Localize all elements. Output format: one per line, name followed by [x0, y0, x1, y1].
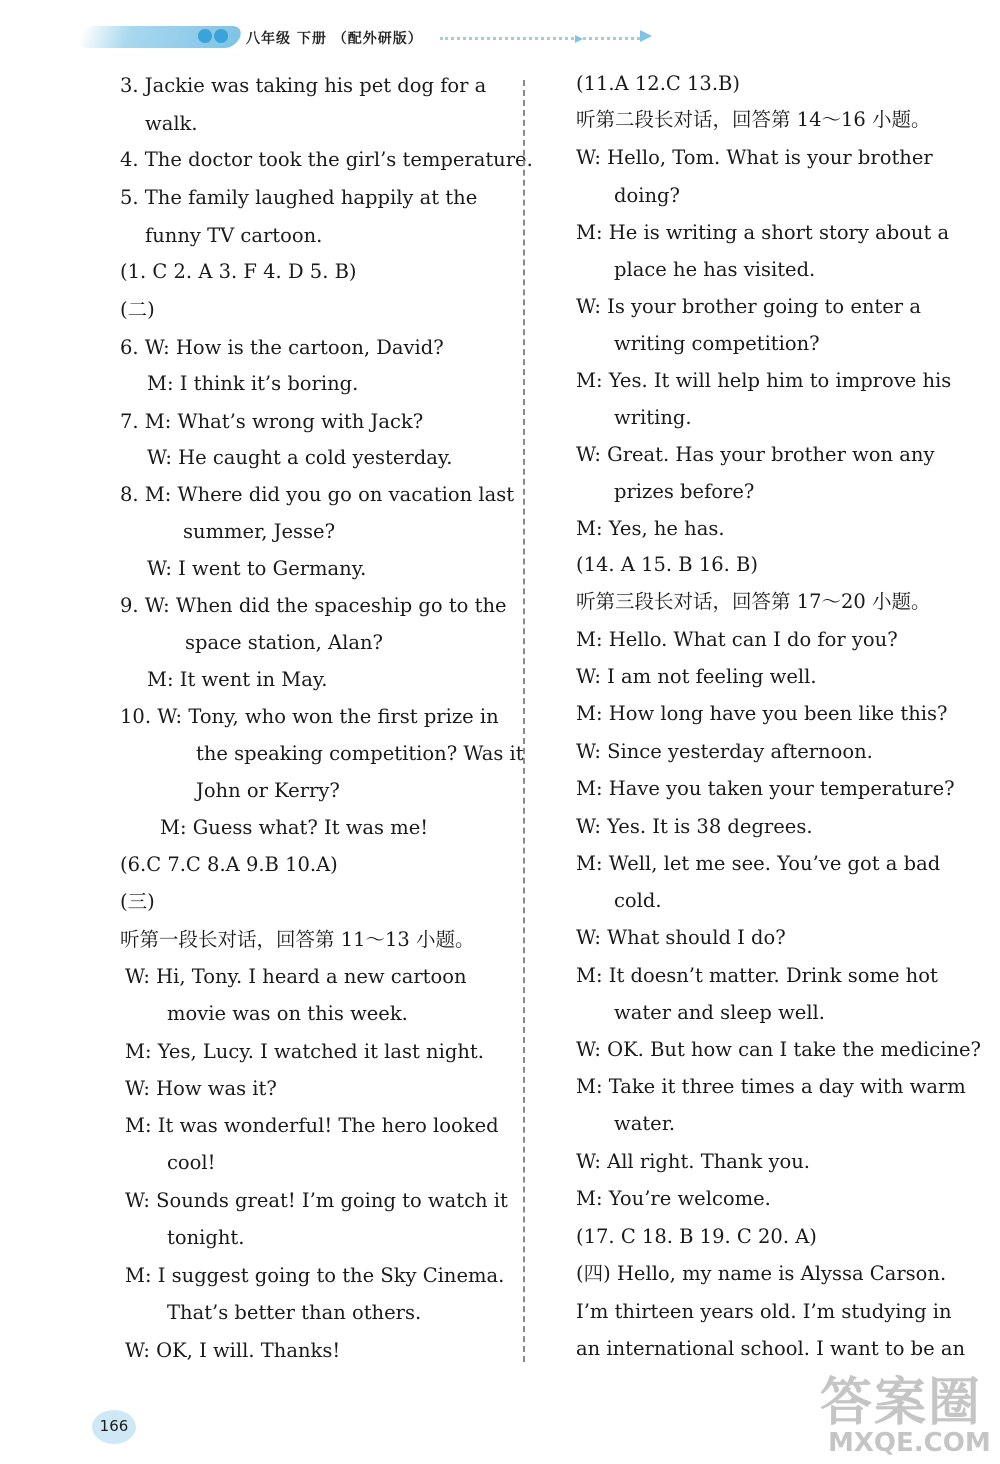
- text-line: W: Hi, Tony. I heard a new cartoon: [125, 965, 467, 988]
- text-line: M: I think it’s boring.: [147, 372, 359, 395]
- text-line: (17. C 18. B 19. C 20. A): [576, 1225, 817, 1248]
- header-arrow-icon: [575, 35, 583, 43]
- text-line: W: Hello, Tom. What is your brother: [576, 146, 933, 169]
- header-title: 八年级 下册 （配外研版）: [246, 31, 423, 47]
- header-arrow-icon: [640, 30, 652, 42]
- text-line: M: It was wonderful! The hero looked: [125, 1114, 499, 1137]
- text-line: I’m thirteen years old. I’m studying in: [576, 1300, 952, 1323]
- text-line: (6.C 7.C 8.A 9.B 10.A): [120, 853, 338, 876]
- text-line: W: Sounds great! I’m going to watch it: [125, 1189, 508, 1212]
- text-line: W: What should I do?: [576, 926, 786, 949]
- header-dotted-line: [440, 37, 640, 40]
- text-line: W: OK, I will. Thanks!: [125, 1339, 341, 1362]
- text-line: M: I suggest going to the Sky Cinema.: [125, 1264, 505, 1287]
- text-line: John or Kerry?: [196, 779, 340, 802]
- watermark: [800, 1360, 990, 1460]
- text-line: the speaking competition? Was it: [196, 742, 524, 765]
- text-line: an international school. I want to be an: [576, 1337, 966, 1360]
- text-line: W: OK. But how can I take the medicine?: [576, 1038, 981, 1061]
- text-line: M: He is writing a short story about a: [576, 221, 950, 244]
- header-dot-icon: [198, 29, 212, 43]
- text-line: M: How long have you been like this?: [576, 702, 948, 725]
- text-line: doing?: [614, 184, 680, 207]
- text-line: W: Yes. It is 38 degrees.: [576, 815, 813, 838]
- text-line: W: I am not feeling well.: [576, 665, 817, 688]
- text-line: (1. C 2. A 3. F 4. D 5. B): [120, 260, 357, 283]
- text-line: W: I went to Germany.: [147, 557, 367, 580]
- text-line: prizes before?: [614, 480, 755, 503]
- text-line: (三): [120, 890, 155, 913]
- text-line: 6. W: How is the cartoon, David?: [120, 336, 444, 359]
- text-line: M: Take it three times a day with warm: [576, 1075, 966, 1098]
- text-line: place he has visited.: [614, 258, 816, 281]
- text-line: summer, Jesse?: [183, 520, 336, 543]
- watermark-url: MXQE.COM: [828, 1428, 991, 1458]
- text-line: water.: [614, 1112, 676, 1135]
- text-line: writing.: [614, 406, 692, 429]
- text-line: tonight.: [167, 1226, 245, 1249]
- text-line: M: Hello. What can I do for you?: [576, 628, 898, 651]
- text-line: W: Great. Has your brother won any: [576, 443, 935, 466]
- column-divider: [523, 80, 525, 1362]
- text-line: M: Yes, he has.: [576, 517, 725, 540]
- text-line: M: You’re welcome.: [576, 1187, 771, 1210]
- text-line: M: Well, let me see. You’ve got a bad: [576, 852, 941, 875]
- text-line: 9. W: When did the spaceship go to the: [120, 594, 507, 617]
- text-line: cool!: [167, 1151, 216, 1174]
- text-line: 听第三段长对话，回答第 17～20 小题。: [576, 590, 931, 613]
- text-line: movie was on this week.: [167, 1002, 408, 1025]
- page-header: [0, 0, 1000, 70]
- text-line: walk.: [145, 112, 198, 135]
- text-line: (14. A 15. B 16. B): [576, 553, 758, 576]
- text-line: W: All right. Thank you.: [576, 1150, 810, 1173]
- text-line: W: How was it?: [125, 1077, 277, 1100]
- header-dot-icon: [214, 29, 228, 43]
- text-line: M: It went in May.: [147, 668, 328, 691]
- watermark-logo: 答案圈: [820, 1373, 983, 1433]
- text-line: 10. W: Tony, who won the first prize in: [120, 705, 499, 728]
- text-line: That’s better than others.: [167, 1301, 422, 1324]
- text-line: 8. M: Where did you go on vacation last: [120, 483, 515, 506]
- page-number: 166: [99, 1417, 129, 1435]
- text-line: 5. The family laughed happily at the: [120, 186, 478, 209]
- text-line: M: Have you taken your temperature?: [576, 777, 955, 800]
- text-line: W: Since yesterday afternoon.: [576, 740, 873, 763]
- page-number-badge: [92, 1410, 136, 1444]
- text-line: space station, Alan?: [185, 631, 383, 654]
- text-line: M: It doesn’t matter. Drink some hot: [576, 964, 938, 987]
- text-line: (11.A 12.C 13.B): [576, 72, 740, 95]
- text-line: (二): [120, 298, 155, 321]
- text-line: writing competition?: [614, 332, 820, 355]
- text-line: (四) Hello, my name is Alyssa Carson.: [576, 1262, 947, 1285]
- text-line: 听第二段长对话，回答第 14～16 小题。: [576, 108, 931, 131]
- text-line: W: He caught a cold yesterday.: [147, 446, 453, 469]
- text-line: M: Yes. It will help him to improve his: [576, 369, 952, 392]
- text-line: 3. Jackie was taking his pet dog for a: [120, 74, 487, 97]
- text-line: W: Is your brother going to enter a: [576, 295, 921, 318]
- text-line: water and sleep well.: [614, 1001, 825, 1024]
- text-line: M: Yes, Lucy. I watched it last night.: [125, 1040, 484, 1063]
- text-line: 7. M: What’s wrong with Jack?: [120, 410, 424, 433]
- text-line: 4. The doctor took the girl’s temperature.: [120, 148, 533, 171]
- text-line: M: Guess what? It was me!: [160, 816, 429, 839]
- text-line: cold.: [614, 889, 662, 912]
- text-line: funny TV cartoon.: [145, 224, 323, 247]
- text-line: 听第一段长对话，回答第 11～13 小题。: [120, 928, 475, 951]
